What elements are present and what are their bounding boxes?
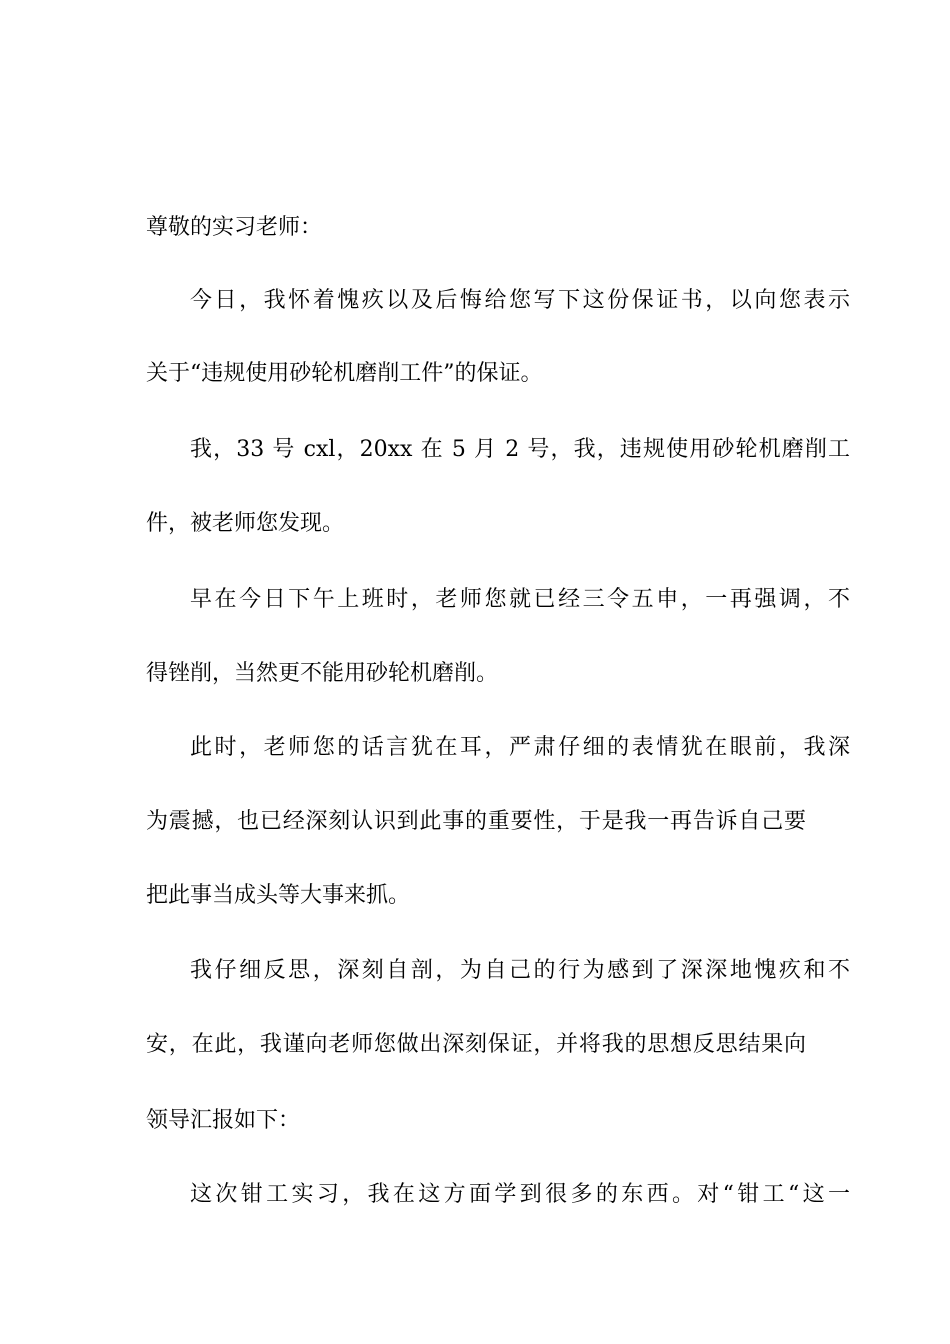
salutation-line: [0, 208, 950, 248]
paragraph-text: 此时，老师您的话言犹在耳，严肃仔细的表情犹在眼前，我深: [190, 735, 850, 760]
paragraph-4-line-3: [0, 876, 950, 916]
paragraph-text: 得锉削，当然更不能用砂轮机磨削。: [146, 661, 499, 686]
paragraph-text: 我，33 号 cxl，20xx 在 5 月 2 号，我，违规使用砂轮机磨削工: [190, 437, 850, 462]
paragraph-1-line-2: [0, 354, 950, 394]
paragraph-3-line-2: [0, 654, 950, 694]
paragraph-text: 今日，我怀着愧疚以及后悔给您写下这份保证书，以向您表示: [190, 288, 850, 313]
paragraph-6-line-1: [0, 1175, 950, 1215]
paragraph-2-line-1: [0, 430, 950, 470]
paragraph-text: 这次钳工实习，我在这方面学到很多的东西。对“钳工“这一: [190, 1182, 850, 1207]
paragraph-text: 安，在此，我谨向老师您做出深刻保证，并将我的思想反思结果向: [146, 1032, 806, 1057]
paragraph-text: 件，被老师您发现。: [146, 511, 345, 536]
paragraph-5-line-1: [0, 951, 950, 991]
paragraph-5-line-3: [0, 1101, 950, 1141]
paragraph-text: 早在今日下午上班时，老师您就已经三令五申，一再强调，不: [190, 587, 850, 612]
paragraph-2-line-2: [0, 504, 950, 544]
paragraph-4-line-1: [0, 728, 950, 768]
paragraph-text: 为震撼，也已经深刻认识到此事的重要性，于是我一再告诉自己要: [146, 809, 806, 834]
paragraph-3-line-1: [0, 580, 950, 620]
paragraph-text: 把此事当成头等大事来抓。: [146, 883, 411, 908]
salutation-text: 尊敬的实习老师：: [146, 215, 323, 240]
paragraph-1-line-1: [0, 281, 950, 321]
paragraph-text: 关于“违规使用砂轮机磨削工件”的保证。: [146, 361, 543, 386]
paragraph-text: 领导汇报如下：: [146, 1108, 301, 1133]
paragraph-text: 我仔细反思，深刻自剖，为自己的行为感到了深深地愧疚和不: [190, 958, 850, 983]
paragraph-5-line-2: [0, 1025, 950, 1065]
paragraph-4-line-2: [0, 802, 950, 842]
